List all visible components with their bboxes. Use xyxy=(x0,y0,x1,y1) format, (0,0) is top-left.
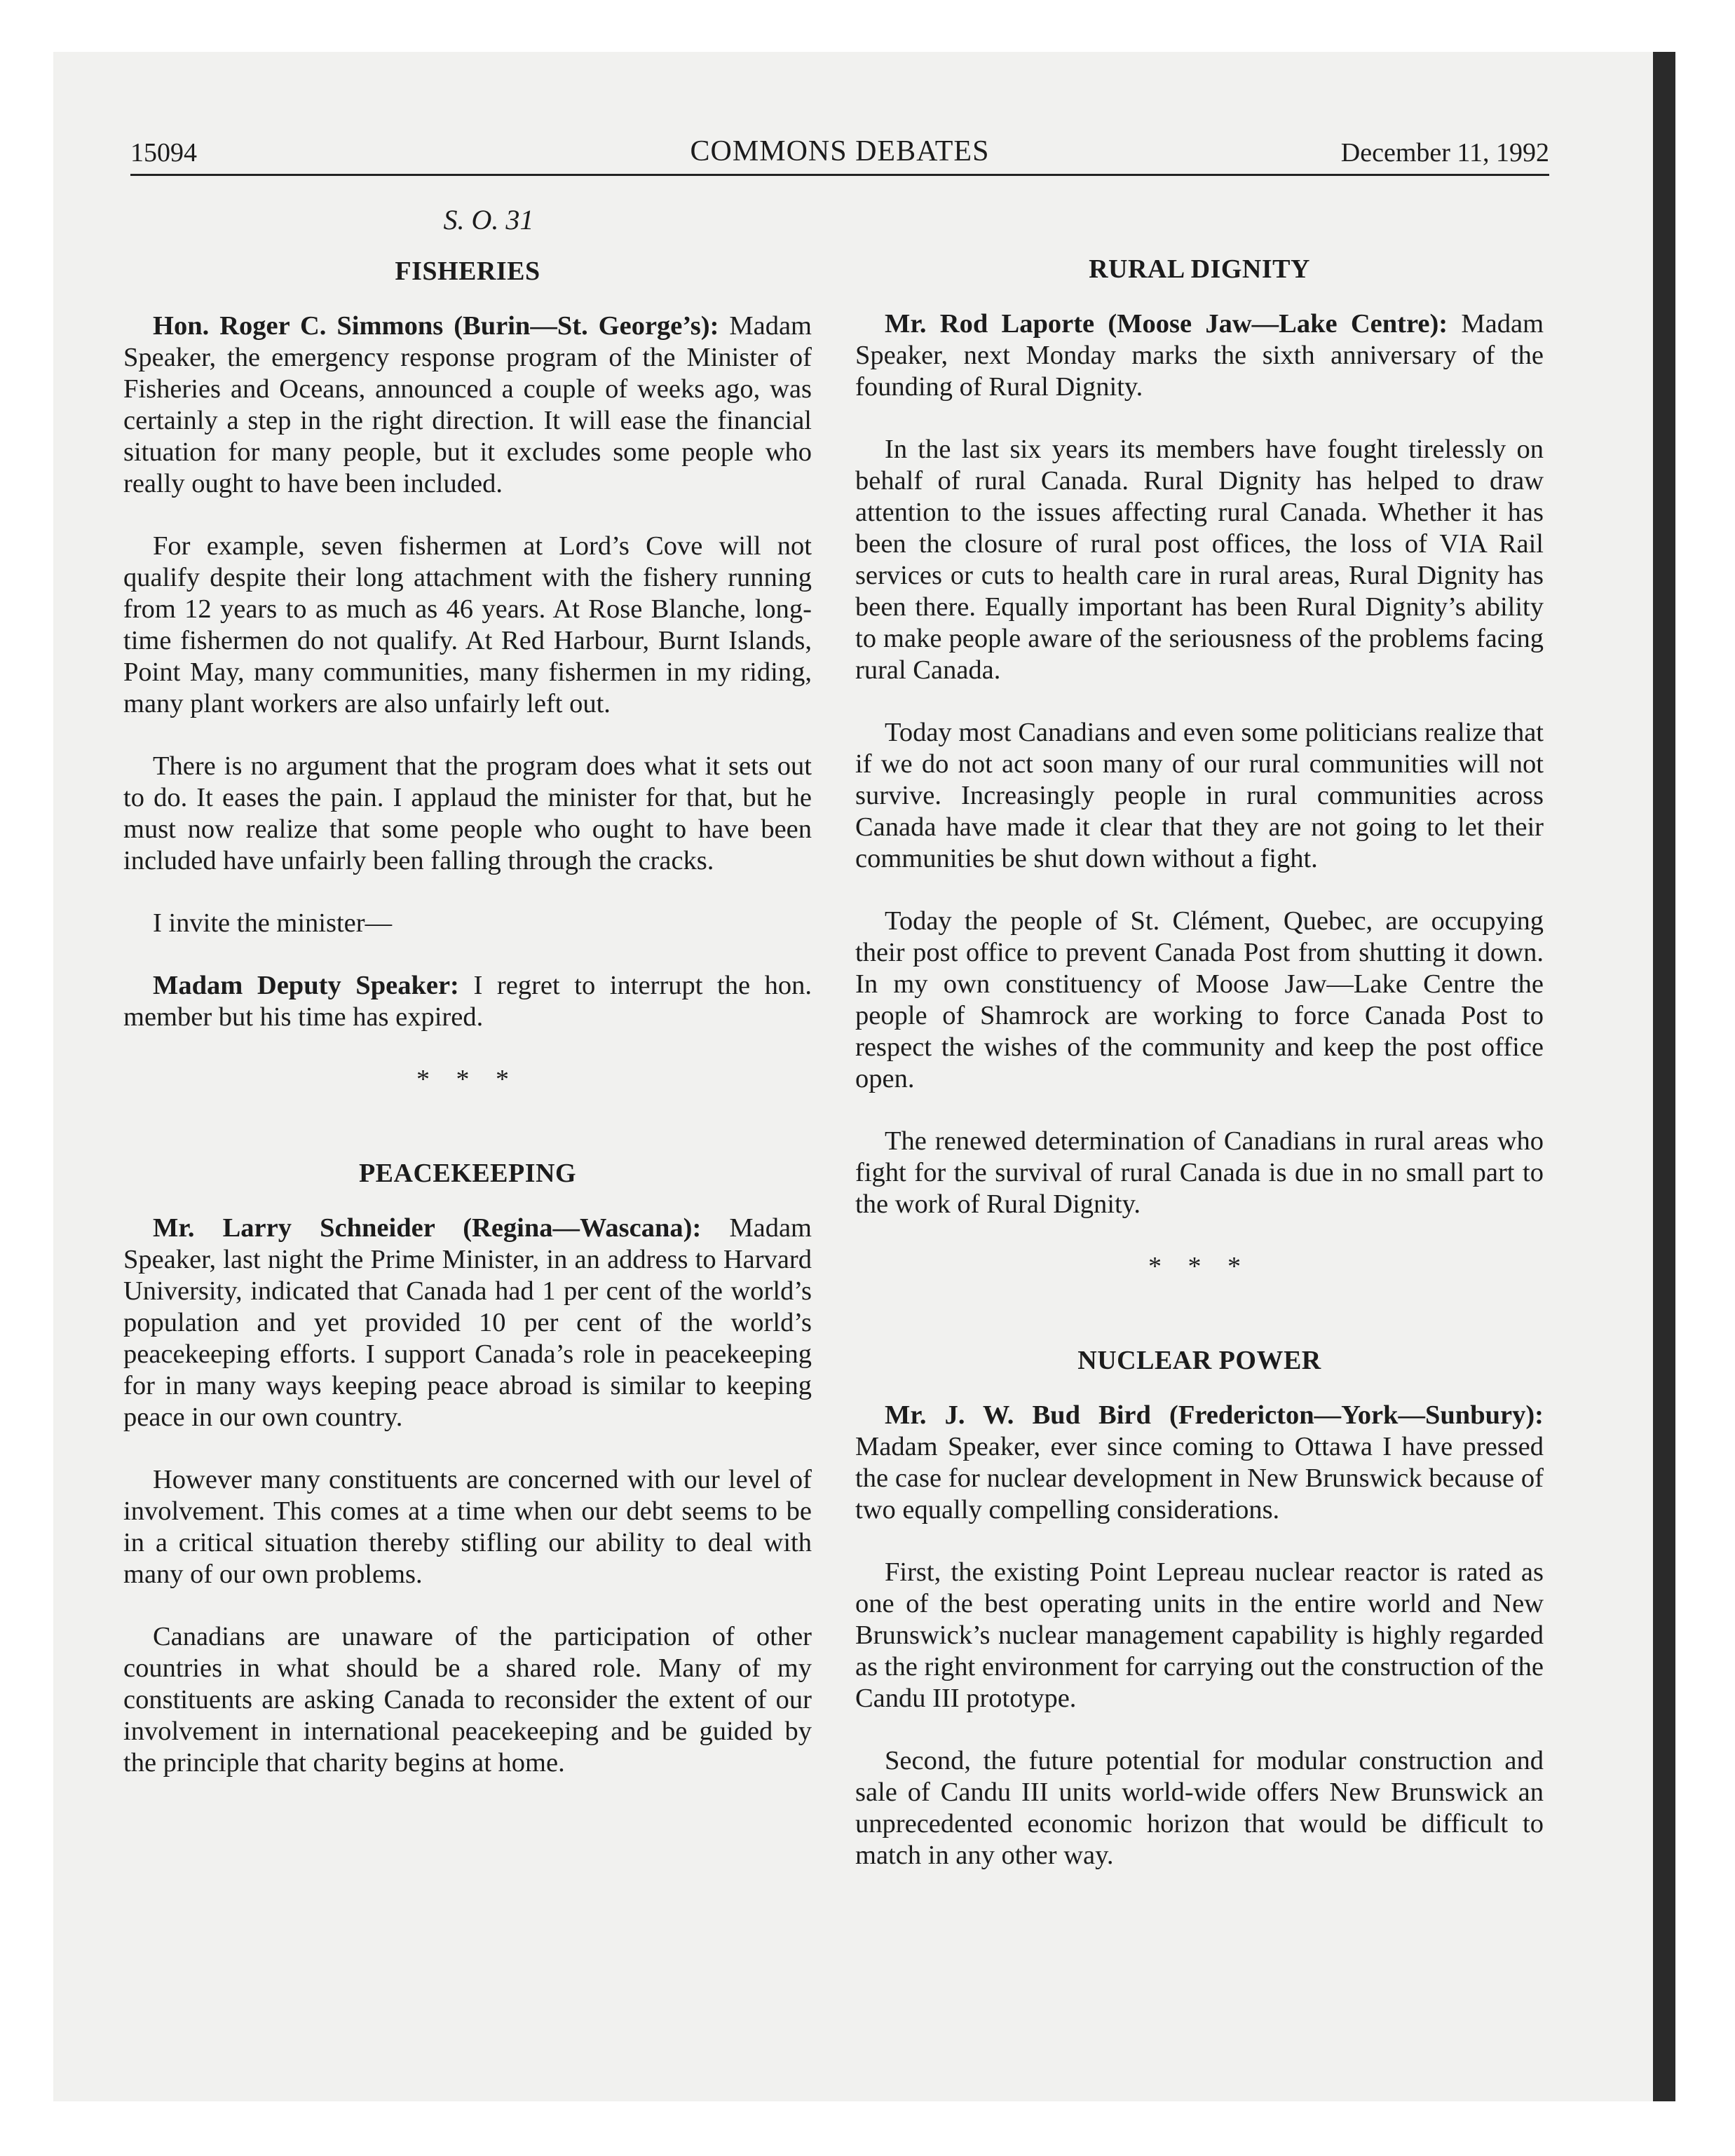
header-date: December 11, 1992 xyxy=(1340,138,1549,168)
running-title: COMMONS DEBATES xyxy=(690,135,990,168)
paragraph: Today the people of St. Clément, Quebec, are occupying their post office to prevent Canada Post from shutting it down. In my own constituency of Moose Jaw—Lake Centre the people of Shamrock are working to force Canada Post to respect the wishes of the community and keep the post office open. xyxy=(855,906,1544,1093)
paragraph-text: Madam Speaker, last night the Prime Minister, in an address to Harvard University, indicated that Canada had 1 per cent of the world’s population and yet provided 10 per cent of the world’s peacekeeping efforts. I support Canada’s role in peacekeeping for in many ways keeping peace abroad is similar to keeping peace in our own country. xyxy=(123,1213,812,1432)
speaker-name: Mr. Larry Schneider (Regina—Wascana): xyxy=(153,1213,702,1243)
section-heading-peacekeeping: PEACEKEEPING xyxy=(358,1159,577,1188)
section-separator: * * * xyxy=(416,1065,519,1094)
section-heading-nuclear-power: NUCLEAR POWER xyxy=(1077,1346,1321,1375)
paragraph-text: Madam Speaker, ever since coming to Ottawa I have pressed the case for nuclear development in New Brunswick because of two equally compelling considerations. xyxy=(855,1432,1544,1524)
paragraph: Canadians are unaware of the participation of other countries in what should be a shared role. Many of my constituents are asking Canada to reconsider the extent of our involvement in international peacekeeping and be guided by the principle that charity begins at home. xyxy=(123,1622,812,1778)
speaker-name: Mr. Rod Laporte (Moose Jaw—Lake Centre): xyxy=(885,309,1448,339)
page-header xyxy=(130,133,1549,176)
speaker-name: Madam Deputy Speaker: xyxy=(153,971,459,1000)
left-column xyxy=(123,203,812,1810)
paragraph-text: Madam Speaker, next Monday marks the sixth anniversary of the founding of Rural Dignity. xyxy=(855,309,1544,402)
paragraph xyxy=(123,970,812,1033)
paragraph-text: I regret to interrupt the hon. member but his time has expired. xyxy=(123,971,812,1032)
paragraph xyxy=(855,308,1544,403)
section-separator: * * * xyxy=(1148,1252,1251,1281)
paragraph: First, the existing Point Lepreau nuclear reactor is rated as one of the best operating units in the entire world and New Brunswick’s nuclear management capability is highly regarded as the right environment for carrying out the construction of the Candu III prototype. xyxy=(855,1557,1544,1713)
paragraph: In the last six years its members have fought tirelessly on behalf of rural Canada. Rural Dignity has helped to draw attention to the issues affecting rural Canada. Whether it has been the closure of rural post offices, the loss of VIA Rail services or cuts to health care in rural areas, Rural Dignity has been there. Equally important has been Rural Dignity’s ability to make people aware of the seriousness of the problems facing rural Canada. xyxy=(855,435,1544,685)
paragraph: Today most Canadians and even some politicians realize that if we do not act soon many of our rural communities will not survive. Increasingly people in rural communities across Canada have made it clear that they are not going to let their communities be shut down without a fight. xyxy=(855,718,1544,873)
speaker-name: Mr. J. W. Bud Bird (Fredericton—York—Sunbury): xyxy=(885,1400,1544,1430)
right-column xyxy=(855,254,1544,1902)
paragraph: I invite the minister— xyxy=(153,908,393,938)
paragraph xyxy=(123,1213,812,1433)
section-heading-rural-dignity: RURAL DIGNITY xyxy=(1089,254,1310,284)
standing-order-label: S. O. 31 xyxy=(443,204,534,236)
paragraph: The renewed determination of Canadians in rural areas who fight for the survival of rural Canada is due in no small part to the work of Rural Dignity. xyxy=(855,1126,1544,1219)
paragraph xyxy=(855,1400,1544,1526)
speaker-name: Hon. Roger C. Simmons (Burin—St. George’s): xyxy=(153,311,719,341)
paragraph xyxy=(123,311,812,500)
section-heading-fisheries: FISHERIES xyxy=(395,257,540,286)
page-number: 15094 xyxy=(130,138,197,168)
scan-edge-shadow xyxy=(1653,52,1675,2101)
paragraph-text: Madam Speaker, the emergency response program of the Minister of Fisheries and Oceans, announced a couple of weeks ago, was certainly a step in the right direction. It will ease the financial situation for many people, but it excludes some people who really ought to have been included. xyxy=(123,311,812,498)
paragraph: For example, seven fishermen at Lord’s Cove will not qualify despite their long attachment with the fishery running from 12 years to as much as 46 years. At Rose Blanche, long-time fishermen do not qualify. At Red Harbour, Burnt Islands, Point May, many communities, many fishermen in my riding, many plant workers are also unfairly left out. xyxy=(123,531,812,718)
paragraph: However many constituents are concerned with our level of involvement. This comes at a time when our debt seems to be in a critical situation thereby stifling our ability to deal with many of our own problems. xyxy=(123,1465,812,1589)
paragraph: Second, the future potential for modular construction and sale of Candu III units world-wide offers New Brunswick an unprecedented economic horizon that would be difficult to match in any other way. xyxy=(855,1746,1544,1870)
paragraph: There is no argument that the program does what it sets out to do. It eases the pain. I applaud the minister for that, but he must now realize that some people who ought to have been included have unfairly been falling through the cracks. xyxy=(123,751,812,875)
